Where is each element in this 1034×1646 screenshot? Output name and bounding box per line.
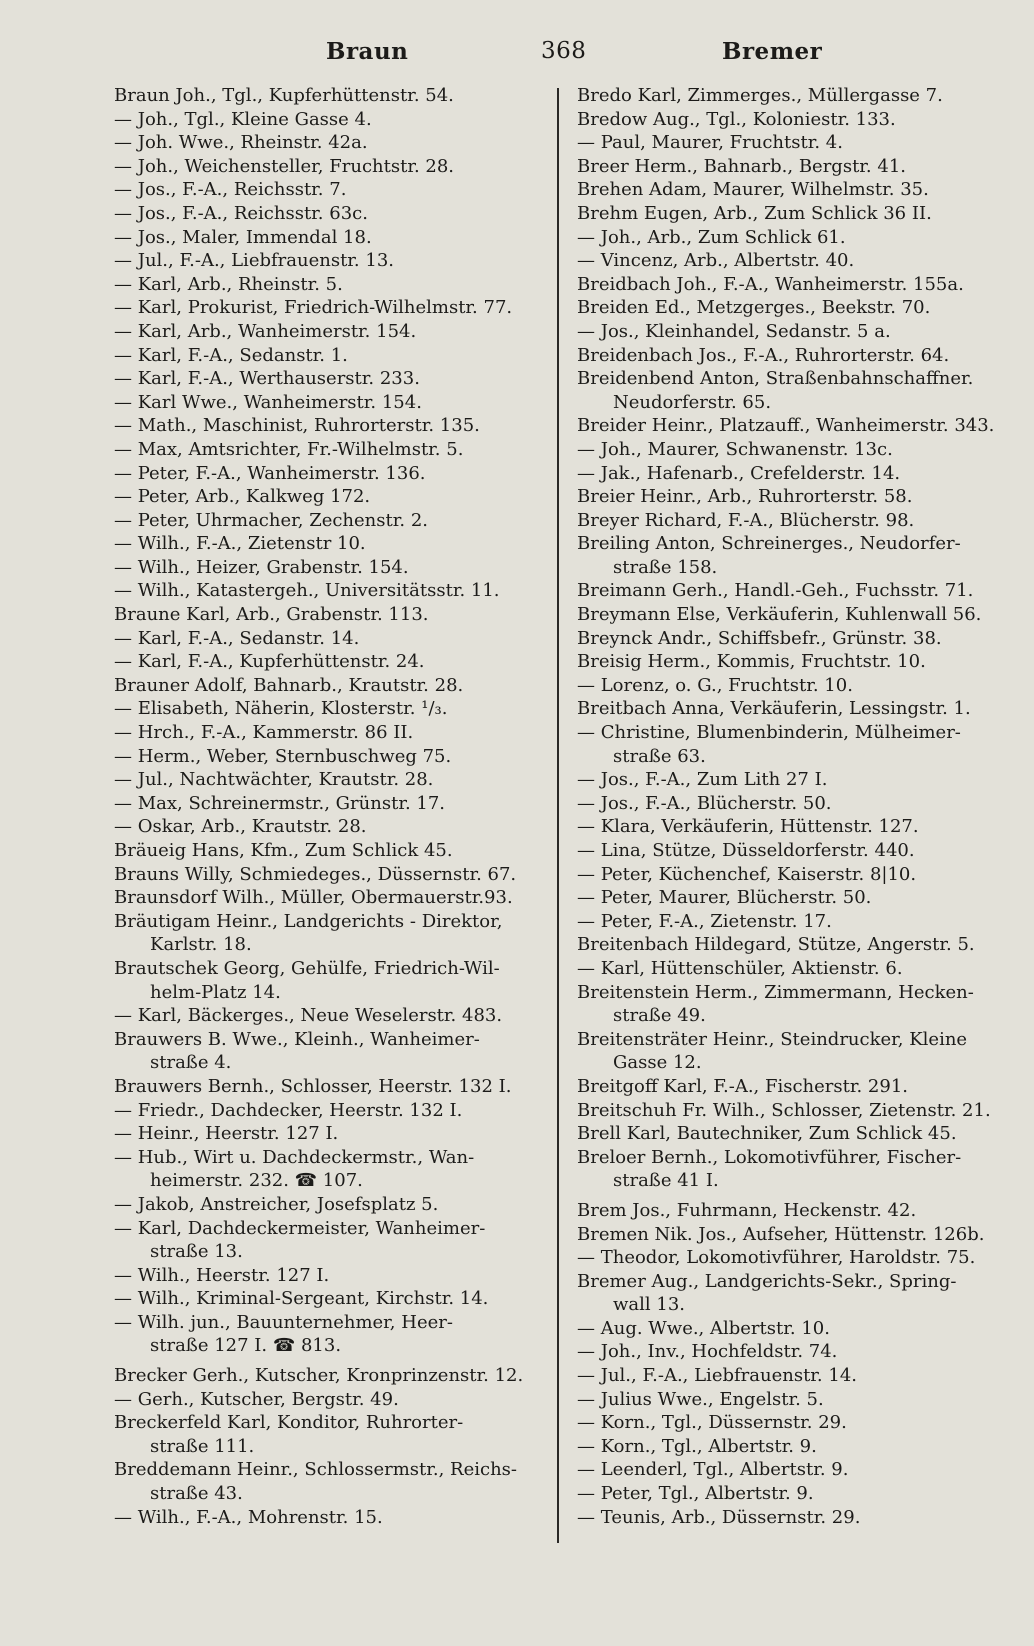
directory-entry-line: — Joh., Arb., Zum Schlick 61. bbox=[577, 226, 846, 248]
header-left-keyword: Braun bbox=[326, 38, 409, 65]
directory-entry-line: Brehm Eugen, Arb., Zum Schlick 36 II. bbox=[577, 202, 932, 224]
directory-entry-line: — Jak., Hafenarb., Crefelderstr. 14. bbox=[577, 462, 901, 484]
directory-entry-line: — Karl, F.-A., Sedanstr. 14. bbox=[114, 627, 360, 649]
directory-entry-line: — Lorenz, o. G., Fruchtstr. 10. bbox=[577, 674, 853, 696]
directory-entry-line: Breitensträter Heinr., Steindrucker, Kleine bbox=[577, 1028, 968, 1050]
directory-entry-line: — Jul., F.-A., Liebfrauenstr. 14. bbox=[577, 1365, 857, 1387]
directory-entry-line: Breier Heinr., Arb., Ruhrorterstr. 58. bbox=[577, 486, 913, 508]
directory-entry-line: — Karl, F.-A., Kupferhüttenstr. 24. bbox=[114, 651, 425, 673]
header-right-keyword: Bremer bbox=[722, 38, 823, 65]
directory-entry-line: — Max, Schreinermstr., Grünstr. 17. bbox=[114, 792, 446, 814]
directory-entry-line: straße 127 I. ☎ 813. bbox=[150, 1335, 342, 1357]
directory-entry-line: — Peter, Küchenchef, Kaiserstr. 8|10. bbox=[577, 863, 917, 885]
directory-entry-line: straße 63. bbox=[613, 745, 706, 767]
directory-entry-line: — Joh. Wwe., Rheinstr. 42a. bbox=[114, 132, 368, 154]
directory-entry-line: — Karl, Dachdeckermeister, Wanheimer- bbox=[114, 1217, 486, 1239]
directory-entry-line: — Hrch., F.-A., Kammerstr. 86 II. bbox=[114, 722, 414, 744]
directory-entry-line: — Wilh., Katastergeh., Universitätsstr. 11. bbox=[114, 580, 500, 602]
right-column bbox=[577, 84, 1009, 1529]
directory-entry-line: — Wilh., F.-A., Mohrenstr. 15. bbox=[114, 1506, 383, 1528]
directory-entry-line: heimerstr. 232. ☎ 107. bbox=[150, 1170, 363, 1192]
directory-entry-line: — Leenderl, Tgl., Albertstr. 9. bbox=[577, 1459, 849, 1481]
directory-entry-line: — Heinr., Heerstr. 127 I. bbox=[114, 1123, 339, 1145]
directory-entry-line: Breyer Richard, F.-A., Blücherstr. 98. bbox=[577, 509, 915, 531]
directory-entry-line: Brauner Adolf, Bahnarb., Krautstr. 28. bbox=[114, 674, 464, 696]
directory-entry-line: — Karl, F.-A., Werthauserstr. 233. bbox=[114, 368, 420, 390]
directory-entry-line: straße 111. bbox=[150, 1435, 255, 1457]
directory-entry-line: — Jakob, Anstreicher, Josefsplatz 5. bbox=[114, 1193, 439, 1215]
directory-entry-line: Brauns Willy, Schmiedeges., Düssernstr. 67. bbox=[114, 863, 517, 885]
directory-entry-line: — Vincenz, Arb., Albertstr. 40. bbox=[577, 250, 855, 272]
directory-entry-line: — Wilh., Heizer, Grabenstr. 154. bbox=[114, 556, 409, 578]
directory-entry-line: Brecker Gerh., Kutscher, Kronprinzenstr. 12. bbox=[114, 1365, 524, 1387]
directory-entry-line: — Hub., Wirt u. Dachdeckermstr., Wan- bbox=[114, 1146, 475, 1168]
directory-entry-line: Breer Herm., Bahnarb., Bergstr. 41. bbox=[577, 155, 906, 177]
directory-entry-line: — Herm., Weber, Sternbuschweg 75. bbox=[114, 745, 452, 767]
directory-entry-line: — Gerh., Kutscher, Bergstr. 49. bbox=[114, 1388, 399, 1410]
directory-entry-line: — Jos., F.-A., Blücherstr. 50. bbox=[577, 792, 832, 814]
directory-entry-line: Breloer Bernh., Lokomotivführer, Fischer- bbox=[577, 1146, 962, 1168]
directory-entry-line: Breitenstein Herm., Zimmermann, Hecken- bbox=[577, 981, 974, 1003]
directory-entry-line: — Jos., F.-A., Zum Lith 27 I. bbox=[577, 769, 828, 791]
directory-entry-line: Bremen Nik. Jos., Aufseher, Hüttenstr. 126b. bbox=[577, 1223, 985, 1245]
directory-entry-line: Breymann Else, Verkäuferin, Kuhlenwall 56. bbox=[577, 604, 982, 626]
directory-entry-line: Breiden Ed., Metzgerges., Beekstr. 70. bbox=[577, 297, 931, 319]
directory-entry-line: Bräueig Hans, Kfm., Zum Schlick 45. bbox=[114, 840, 453, 861]
directory-entry-line: Brauwers Bernh., Schlosser, Heerstr. 132 I. bbox=[114, 1075, 512, 1097]
directory-entry-line: Breidbach Joh., F.-A., Wanheimerstr. 155a. bbox=[577, 273, 964, 295]
directory-entry-line: Breitbach Anna, Verkäuferin, Lessingstr. 1. bbox=[577, 698, 971, 720]
directory-entry-line: — Peter, Uhrmacher, Zechenstr. 2. bbox=[114, 509, 428, 531]
directory-entry-line: Breidenbend Anton, Straßenbahnschaffner. bbox=[577, 368, 974, 390]
directory-entry-line: straße 13. bbox=[150, 1241, 243, 1263]
directory-entry-line: straße 43. bbox=[150, 1483, 243, 1505]
directory-entry-line: Brauwers B. Wwe., Kleinh., Wanheimer- bbox=[114, 1028, 480, 1050]
directory-entry-line: — Peter, F.-A., Wanheimerstr. 136. bbox=[114, 462, 426, 484]
directory-entry-line: — Lina, Stütze, Düsseldorferstr. 440. bbox=[577, 840, 915, 861]
directory-entry-line: Breisig Herm., Kommis, Fruchtstr. 10. bbox=[577, 651, 926, 673]
directory-entry-line: Breiling Anton, Schreinerges., Neudorfer- bbox=[577, 533, 961, 555]
directory-entry-line: Braune Karl, Arb., Grabenstr. 113. bbox=[114, 604, 429, 626]
directory-entry-line: — Max, Amtsrichter, Fr.-Wilhelmstr. 5. bbox=[114, 438, 464, 460]
directory-entry-line: Brell Karl, Bautechniker, Zum Schlick 45. bbox=[577, 1123, 957, 1145]
directory-entry-line: — Christine, Blumenbinderin, Mülheimer- bbox=[577, 722, 961, 744]
directory-entry-line: — Karl, Arb., Rheinstr. 5. bbox=[114, 273, 343, 295]
directory-entry-line: Breidenbach Jos., F.-A., Ruhrorterstr. 64. bbox=[577, 344, 950, 366]
directory-entry-line: — Joh., Tgl., Kleine Gasse 4. bbox=[114, 108, 372, 130]
directory-entry-line: Karlstr. 18. bbox=[150, 934, 252, 956]
directory-entry-line: Breitschuh Fr. Wilh., Schlosser, Zietenstr. 21. bbox=[577, 1099, 991, 1121]
directory-entry-line: straße 41 I. bbox=[613, 1170, 719, 1192]
left-column bbox=[114, 84, 544, 1529]
directory-entry-line: Breitgoff Karl, F.-A., Fischerstr. 291. bbox=[577, 1075, 909, 1097]
directory-entry-line: — Peter, F.-A., Zietenstr. 17. bbox=[577, 910, 832, 932]
directory-entry-line: — Wilh., Heerstr. 127 I. bbox=[114, 1264, 330, 1286]
column-divider bbox=[557, 88, 559, 1543]
page-number: 368 bbox=[541, 38, 587, 64]
directory-entry-line: Brautschek Georg, Gehülfe, Friedrich-Wil- bbox=[114, 957, 500, 979]
directory-entry-line: Breckerfeld Karl, Konditor, Ruhrorter- bbox=[114, 1412, 464, 1434]
directory-entry-line: — Jos., Kleinhandel, Sedanstr. 5 a. bbox=[577, 320, 891, 342]
directory-entry-line: — Jul., F.-A., Liebfrauenstr. 13. bbox=[114, 250, 394, 272]
directory-entry-line: Breider Heinr., Platzauff., Wanheimerstr. 343. bbox=[577, 415, 995, 437]
directory-entry-line: — Paul, Maurer, Fruchtstr. 4. bbox=[577, 132, 843, 154]
directory-entry-line: — Jos., Maler, Immendal 18. bbox=[114, 226, 372, 248]
directory-entry-line: — Aug. Wwe., Albertstr. 10. bbox=[577, 1317, 830, 1339]
directory-entry-line: — Joh., Inv., Hochfeldstr. 74. bbox=[577, 1341, 838, 1363]
directory-entry-line: — Peter, Tgl., Albertstr. 9. bbox=[577, 1483, 814, 1505]
directory-entry-line: Bredow Aug., Tgl., Koloniestr. 133. bbox=[577, 108, 896, 130]
directory-entry-line: straße 49. bbox=[613, 1005, 706, 1027]
directory-entry-line: Breddemann Heinr., Schlossermstr., Reichs- bbox=[114, 1459, 517, 1481]
directory-entry-line: — Karl Wwe., Wanheimerstr. 154. bbox=[114, 391, 422, 413]
directory-entry-line: — Elisabeth, Näherin, Klosterstr. ¹/₃. bbox=[114, 698, 448, 720]
directory-entry-line: — Karl, F.-A., Sedanstr. 1. bbox=[114, 344, 348, 366]
directory-entry-line: — Korn., Tgl., Albertstr. 9. bbox=[577, 1435, 817, 1457]
directory-entry-line: — Friedr., Dachdecker, Heerstr. 132 I. bbox=[114, 1099, 463, 1121]
directory-entry-line: — Julius Wwe., Engelstr. 5. bbox=[577, 1388, 824, 1410]
directory-entry-line: Gasse 12. bbox=[613, 1052, 702, 1074]
directory-entry-line: — Klara, Verkäuferin, Hüttenstr. 127. bbox=[577, 816, 919, 838]
directory-entry-line: Bräutigam Heinr., Landgerichts - Direktor, bbox=[114, 910, 503, 932]
directory-entry-line: — Teunis, Arb., Düssernstr. 29. bbox=[577, 1506, 861, 1528]
directory-entry-line: Breitenbach Hildegard, Stütze, Angerstr. 5. bbox=[577, 934, 975, 956]
directory-entry-line: Brem Jos., Fuhrmann, Heckenstr. 42. bbox=[577, 1199, 917, 1221]
directory-entry-line: straße 4. bbox=[150, 1052, 232, 1074]
directory-entry-line: Braunsdorf Wilh., Müller, Obermauerstr.93. bbox=[114, 887, 513, 909]
directory-entry-line: Bredo Karl, Zimmerges., Müllergasse 7. bbox=[577, 85, 943, 106]
directory-entry-line: — Jos., F.-A., Reichsstr. 7. bbox=[114, 179, 347, 201]
directory-entry-line: Braun Joh., Tgl., Kupferhüttenstr. 54. bbox=[114, 85, 454, 106]
directory-entry-line: — Peter, Maurer, Blücherstr. 50. bbox=[577, 887, 872, 909]
directory-entry-line: — Oskar, Arb., Krautstr. 28. bbox=[114, 816, 367, 838]
directory-entry-line: Breynck Andr., Schiffsbefr., Grünstr. 38. bbox=[577, 627, 942, 649]
directory-entry-line: Brehen Adam, Maurer, Wilhelmstr. 35. bbox=[577, 179, 929, 201]
directory-entry-line: Bremer Aug., Landgerichts-Sekr., Spring- bbox=[577, 1270, 957, 1292]
directory-entry-line: — Jul., Nachtwächter, Krautstr. 28. bbox=[114, 769, 434, 791]
directory-entry-line: — Wilh., Kriminal-Sergeant, Kirchstr. 14. bbox=[114, 1288, 489, 1310]
directory-entry-line: — Wilh., F.-A., Zietenstr 10. bbox=[114, 533, 366, 555]
directory-entry-line: Neudorferstr. 65. bbox=[613, 391, 772, 413]
directory-entry-line: — Peter, Arb., Kalkweg 172. bbox=[114, 486, 371, 508]
directory-entry-line: — Joh., Weichensteller, Fruchtstr. 28. bbox=[114, 155, 455, 177]
directory-entry-line: — Karl, Arb., Wanheimerstr. 154. bbox=[114, 320, 417, 342]
directory-entry-line: — Jos., F.-A., Reichsstr. 63c. bbox=[114, 202, 368, 224]
directory-entry-line: Breimann Gerh., Handl.-Geh., Fuchsstr. 71. bbox=[577, 580, 974, 602]
directory-entry-line: straße 158. bbox=[613, 556, 718, 578]
directory-entry-line: — Korn., Tgl., Düssernstr. 29. bbox=[577, 1412, 847, 1434]
directory-entry-line: — Karl, Hüttenschüler, Aktienstr. 6. bbox=[577, 957, 903, 979]
directory-entry-line: — Karl, Prokurist, Friedrich-Wilhelmstr. 77. bbox=[114, 297, 513, 319]
directory-entry-line: — Joh., Maurer, Schwanenstr. 13c. bbox=[577, 438, 893, 460]
directory-entry-line: — Theodor, Lokomotivführer, Haroldstr. 75. bbox=[577, 1247, 976, 1269]
directory-entry-line: — Math., Maschinist, Ruhrorterstr. 135. bbox=[114, 415, 480, 437]
directory-entry-line: — Wilh. jun., Bauunternehmer, Heer- bbox=[114, 1311, 453, 1333]
directory-entry-line: — Karl, Bäckerges., Neue Weselerstr. 483. bbox=[114, 1005, 503, 1027]
directory-entry-line: wall 13. bbox=[613, 1294, 685, 1316]
directory-entry-line: helm-Platz 14. bbox=[150, 981, 281, 1003]
